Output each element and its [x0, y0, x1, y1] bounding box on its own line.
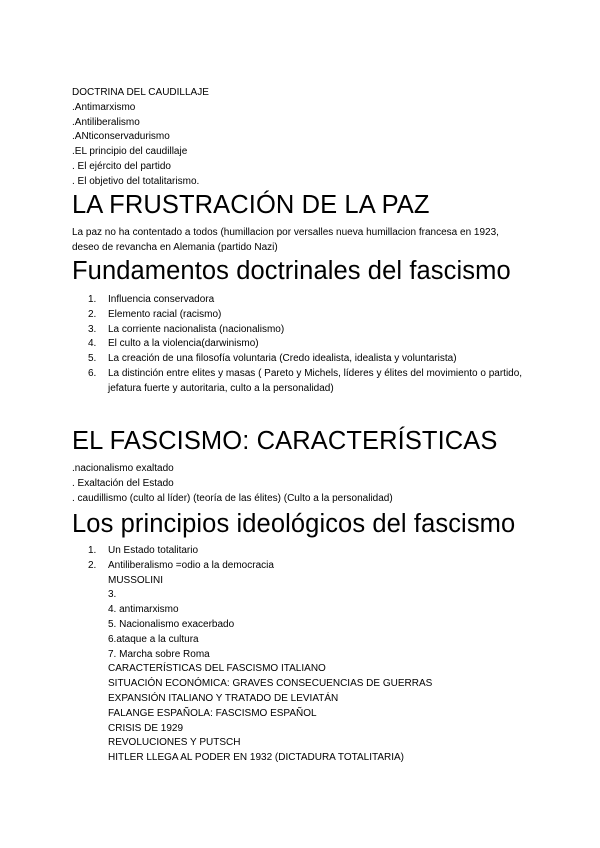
list-number: 5.	[88, 353, 97, 365]
doctrina-title: DOCTRINA DEL CAUDILLAJE	[72, 87, 209, 98]
list-text: Antiliberalismo =odio a la democracia	[108, 559, 274, 571]
doctrina-item: . El objetivo del totalitarismo.	[72, 175, 200, 187]
list-text: La distinción entre elites y masas ( Pareto y Michels, líderes y élites del movimiento o partido, jefatura fuerte y autoritaria, culto a la personalidad)	[108, 367, 523, 394]
extra-line: 6.ataque a la cultura	[108, 633, 199, 645]
extra-line: EXPANSIÓN ITALIANO Y TRATADO DE LEVIATÁN	[108, 692, 339, 704]
list-number: 3.	[88, 323, 97, 335]
frustracion-paragraph: La paz no ha contentado a todos (humillacion por versalles nueva humillacion francesa en 1923, deseo de revancha en Alemania (partido Nazi)	[72, 227, 499, 253]
extra-line: 5. Nacionalismo exacerbado	[108, 618, 235, 630]
list-text: Un Estado totalitario	[108, 545, 199, 556]
frustracion-heading: LA FRUSTRACIÓN DE LA PAZ	[72, 191, 430, 219]
fundamentos-heading: Fundamentos doctrinales del fascismo	[72, 257, 511, 285]
list-number: 2.	[88, 559, 97, 571]
list-item	[72, 323, 528, 338]
list-text: La creación de una filosofía voluntaria (Credo idealista, idealista y voluntarista)	[108, 353, 457, 365]
doctrina-item: .Antiliberalismo	[72, 116, 140, 128]
caracteristicas-item: .nacionalismo exaltado	[72, 463, 174, 474]
doctrina-item: .ANticonservadurismo	[72, 131, 170, 143]
list-number: 2.	[88, 308, 97, 320]
list-item	[72, 337, 528, 352]
extra-line: SITUACIÓN ECONÓMICA: GRAVES CONSECUENCIAS DE GUERRAS	[108, 678, 433, 690]
caracteristicas-heading: EL FASCISMO: CARACTERÍSTICAS	[72, 427, 498, 455]
doctrina-item: . El ejército del partido	[72, 160, 171, 172]
caracteristicas-item: . Exaltación del Estado	[72, 477, 174, 489]
extra-line: CARACTERÍSTICAS DEL FASCISMO ITALIANO	[108, 663, 326, 675]
principios-heading: Los principios ideológicos del fascismo	[72, 510, 516, 538]
list-item	[72, 293, 528, 308]
list-number: 6.	[88, 367, 97, 379]
caracteristicas-section	[72, 462, 560, 506]
list-item	[72, 544, 560, 559]
doctrina-item: .Antimarxismo	[72, 101, 136, 113]
doctrina-section	[72, 86, 560, 190]
extra-line: REVOLUCIONES Y PUTSCH	[108, 737, 241, 749]
list-item	[72, 352, 528, 367]
principios-list	[72, 544, 560, 574]
fundamentos-list	[72, 293, 528, 397]
list-item	[72, 367, 528, 397]
extra-line: FALANGE ESPAÑOLA: FASCISMO ESPAÑOL	[108, 707, 317, 719]
extra-line: 4. antimarxismo	[108, 604, 179, 616]
caracteristicas-item: . caudillismo (culto al líder) (teoría de las élites) (Culto a la personalidad)	[72, 492, 393, 504]
list-text: La corriente nacionalista (nacionalismo)	[108, 323, 285, 335]
list-number: 1.	[88, 294, 97, 305]
extra-line: HITLER LLEGA AL PODER EN 1932 (DICTADURA TOTALITARIA)	[108, 752, 405, 764]
list-number: 1.	[88, 545, 97, 556]
principios-extra	[72, 574, 560, 766]
principios-section	[72, 544, 560, 766]
list-text: Elemento racial (racismo)	[108, 308, 222, 320]
doctrina-item: .EL principio del caudillaje	[72, 146, 188, 158]
extra-line: 3.	[108, 589, 117, 601]
list-text: Influencia conservadora	[108, 294, 215, 305]
extra-line: MUSSOLINI	[108, 574, 164, 586]
extra-line: 7. Marcha sobre Roma	[108, 648, 210, 660]
list-item	[72, 559, 560, 574]
list-number: 4.	[88, 338, 97, 350]
list-item	[72, 308, 528, 323]
list-text: El culto a la violencia(darwinismo)	[108, 338, 259, 350]
extra-line: CRISIS DE 1929	[108, 722, 184, 734]
